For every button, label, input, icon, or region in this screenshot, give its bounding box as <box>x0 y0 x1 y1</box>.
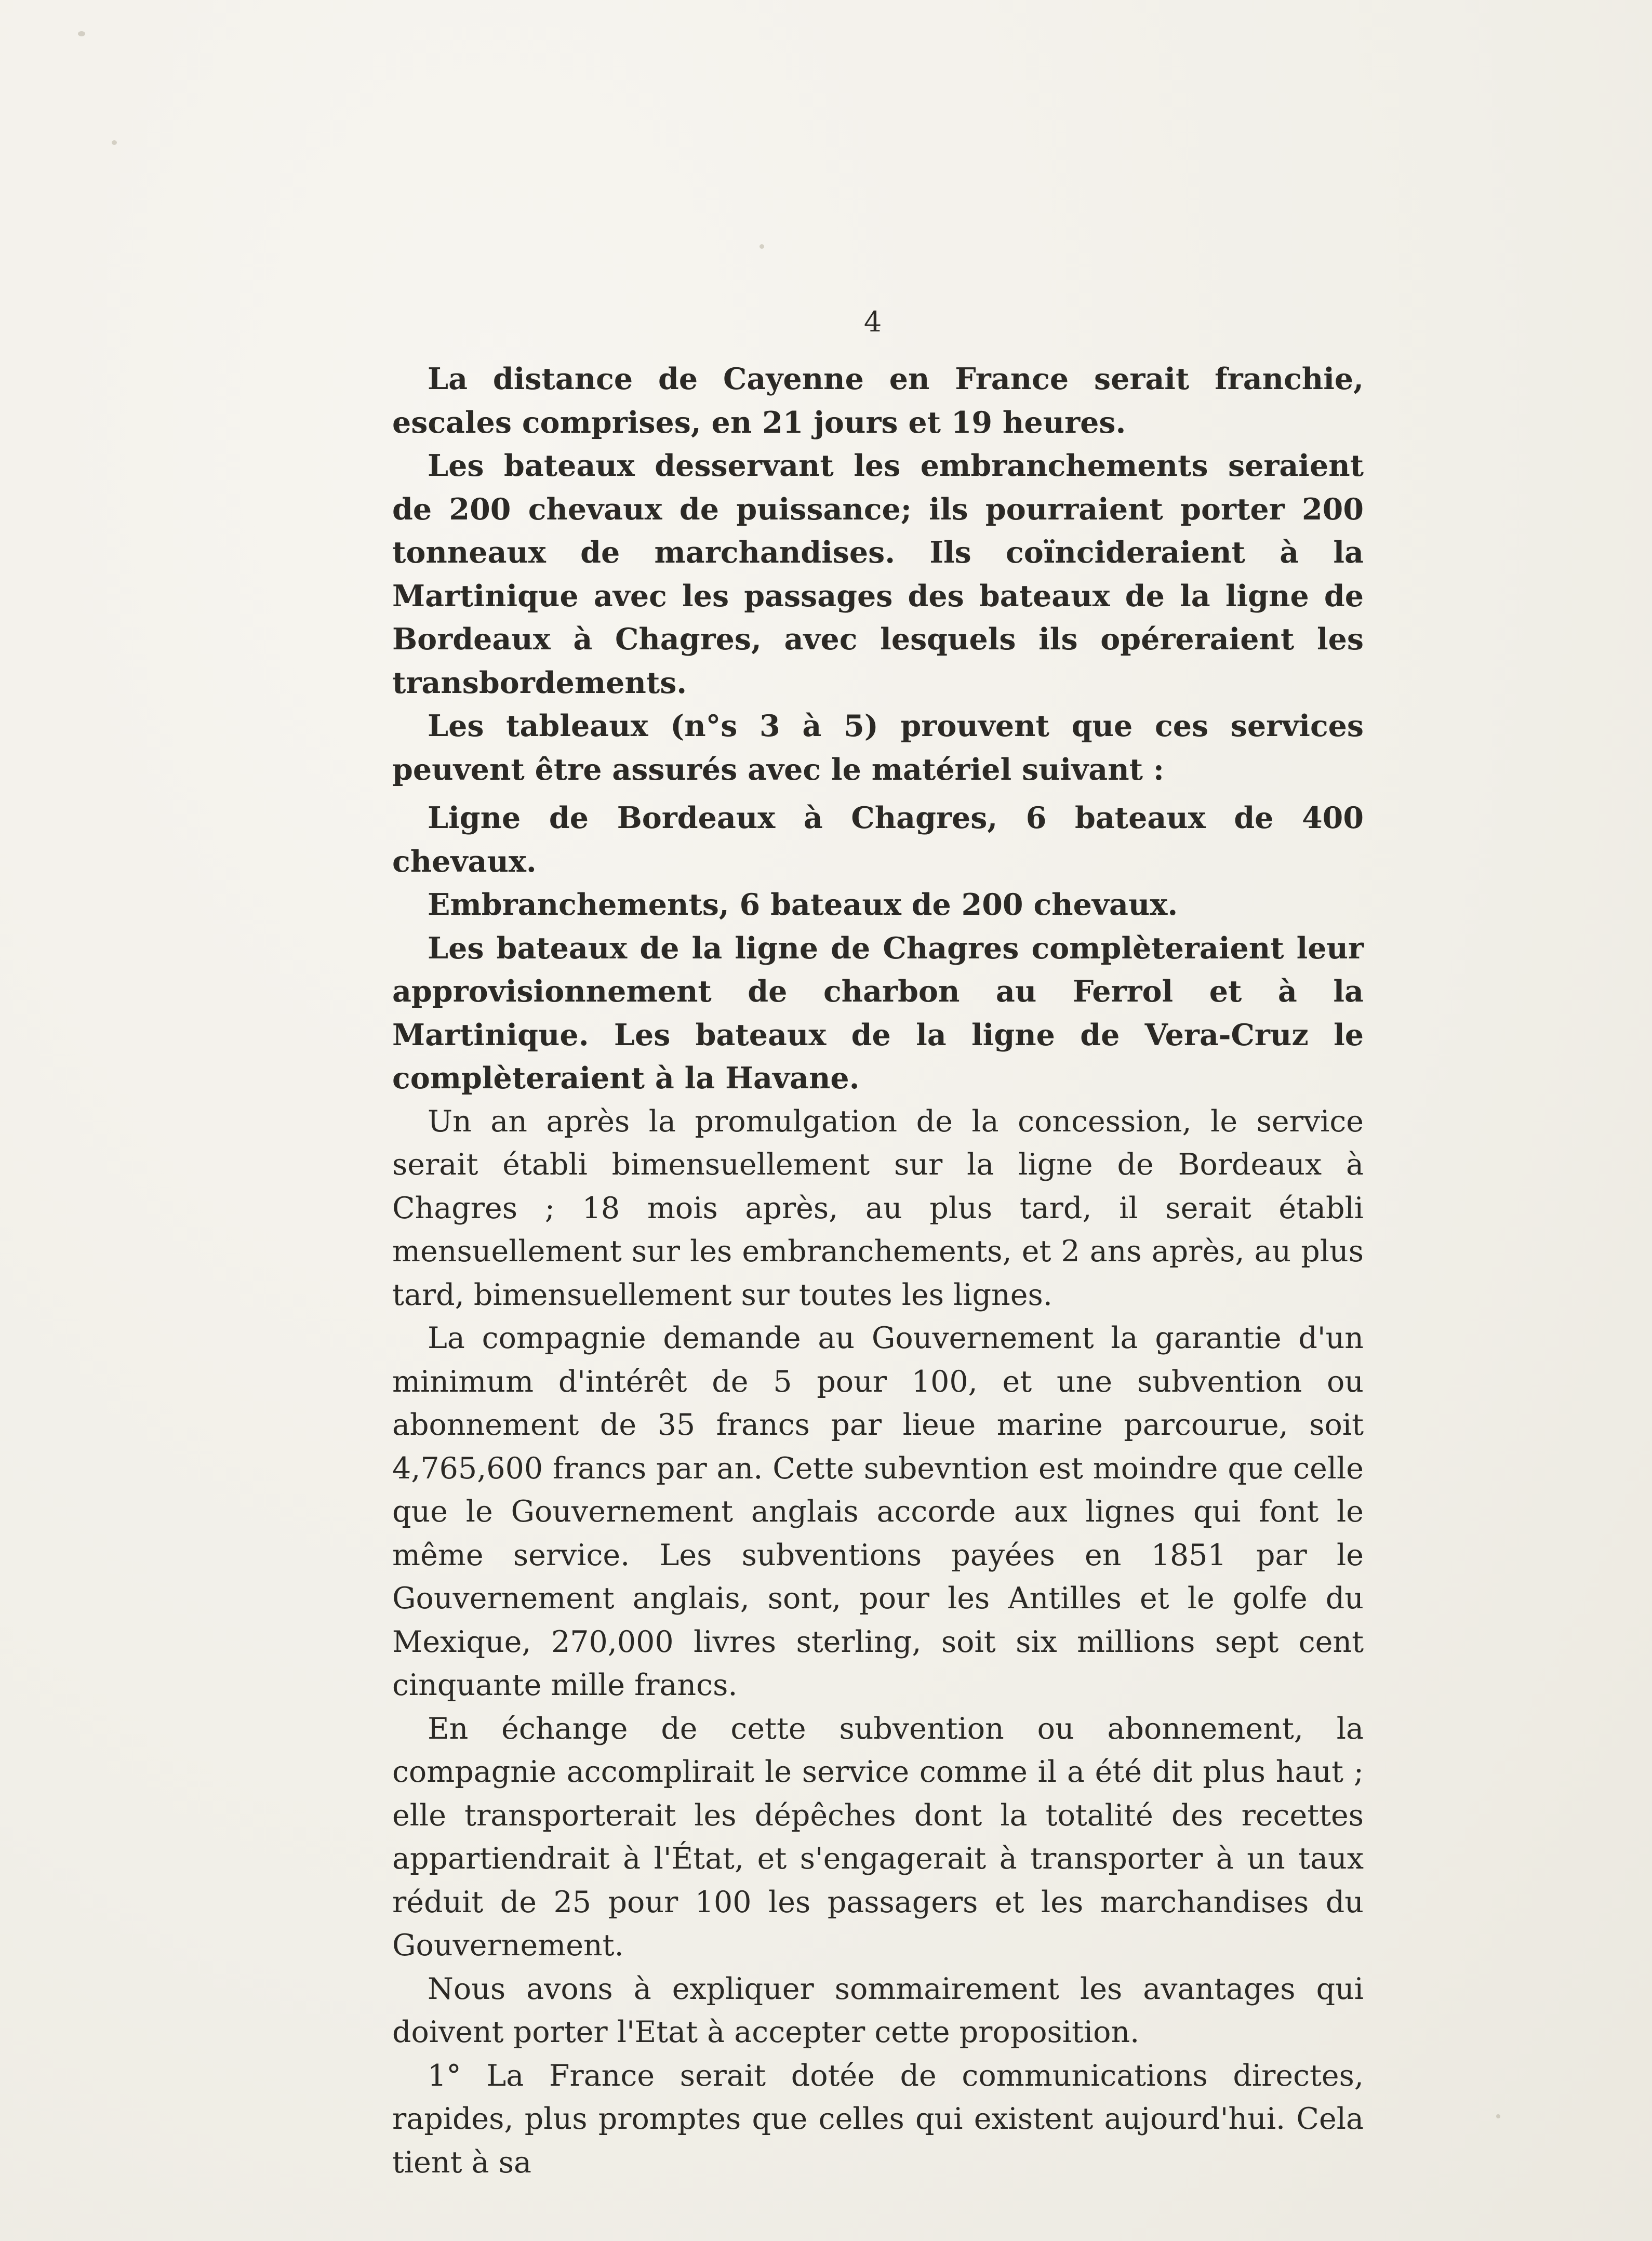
paragraph: Les bateaux de la ligne de Chagres complèteraient leur approvisionnement de charbon au Ferrol et à la Martinique. Les bateaux de la ligne de Vera-Cruz le complèteraient à la Havane. <box>392 930 1364 1096</box>
page-number: 4 <box>863 305 882 338</box>
list-item: Ligne de Bordeaux à Chagres, 6 bateaux de 400 chevaux. <box>392 801 1364 879</box>
paper-blemish <box>760 244 764 249</box>
body-text <box>392 357 1364 2184</box>
paragraph: En échange de cette subvention ou abonnement, la compagnie accomplirait le service comme il a été dit plus haut ; elle transporterait les dépêches dont la totalité des recettes appartiendrait à l'État, et s'engagerait à transporter à un taux réduit de 25 pour 100 les passagers et les marchandises du Gouvernement. <box>392 1711 1364 1963</box>
paragraph: Nous avons à expliquer sommairement les avantages qui doivent porter l'Etat à accepter cette proposition. <box>392 1971 1364 2049</box>
paper-blemish <box>78 31 85 36</box>
paragraph: Les tableaux (n°s 3 à 5) prouvent que ces services peuvent être assurés avec le matériel suivant : <box>392 709 1364 787</box>
paragraph: Les bateaux desservant les embranchements seraient de 200 chevaux de puissance; ils pourraient porter 200 tonneaux de marchandises. Ils coïncideraient à la Martinique avec les passages des bateaux de la ligne de Bordeaux à Chagres, avec lesquels ils opéreraient les transbordements. <box>392 448 1364 700</box>
paragraph: Un an après la promulgation de la concession, le service serait établi bimensuellement sur la ligne de Bordeaux à Chagres ; 18 mois après, au plus tard, il serait établi mensuellement sur les embranchements, et 2 ans après, au plus tard, bimensuellement sur toutes les lignes. <box>392 1104 1364 1312</box>
paragraph: La distance de Cayenne en France serait franchie, escales comprises, en 21 jours et 19 heures. <box>392 362 1364 440</box>
paper-blemish <box>1496 2114 1500 2118</box>
paper-blemish <box>112 140 117 145</box>
paragraph: La compagnie demande au Gouvernement la garantie d'un minimum d'intérêt de 5 pour 100, et une subvention ou abonnement de 35 francs par lieue marine parcourue, soit 4,765,600 francs par an. Cette subevntion est moindre que celle que le Gouvernement anglais accorde aux lignes qui font le même service. Les subventions payées en 1851 par le Gouvernement anglais, sont, pour les Antilles et le golfe du Mexique, 270,000 livres sterling, soit six millions sept cent cinquante mille francs. <box>392 1321 1364 1702</box>
paragraph: 1° La France serait dotée de communications directes, rapides, plus promptes que celles qui existent aujourd'hui. Cela tient à sa <box>392 2058 1364 2180</box>
list-item: Embranchements, 6 bateaux de 200 chevaux. <box>428 887 1178 922</box>
